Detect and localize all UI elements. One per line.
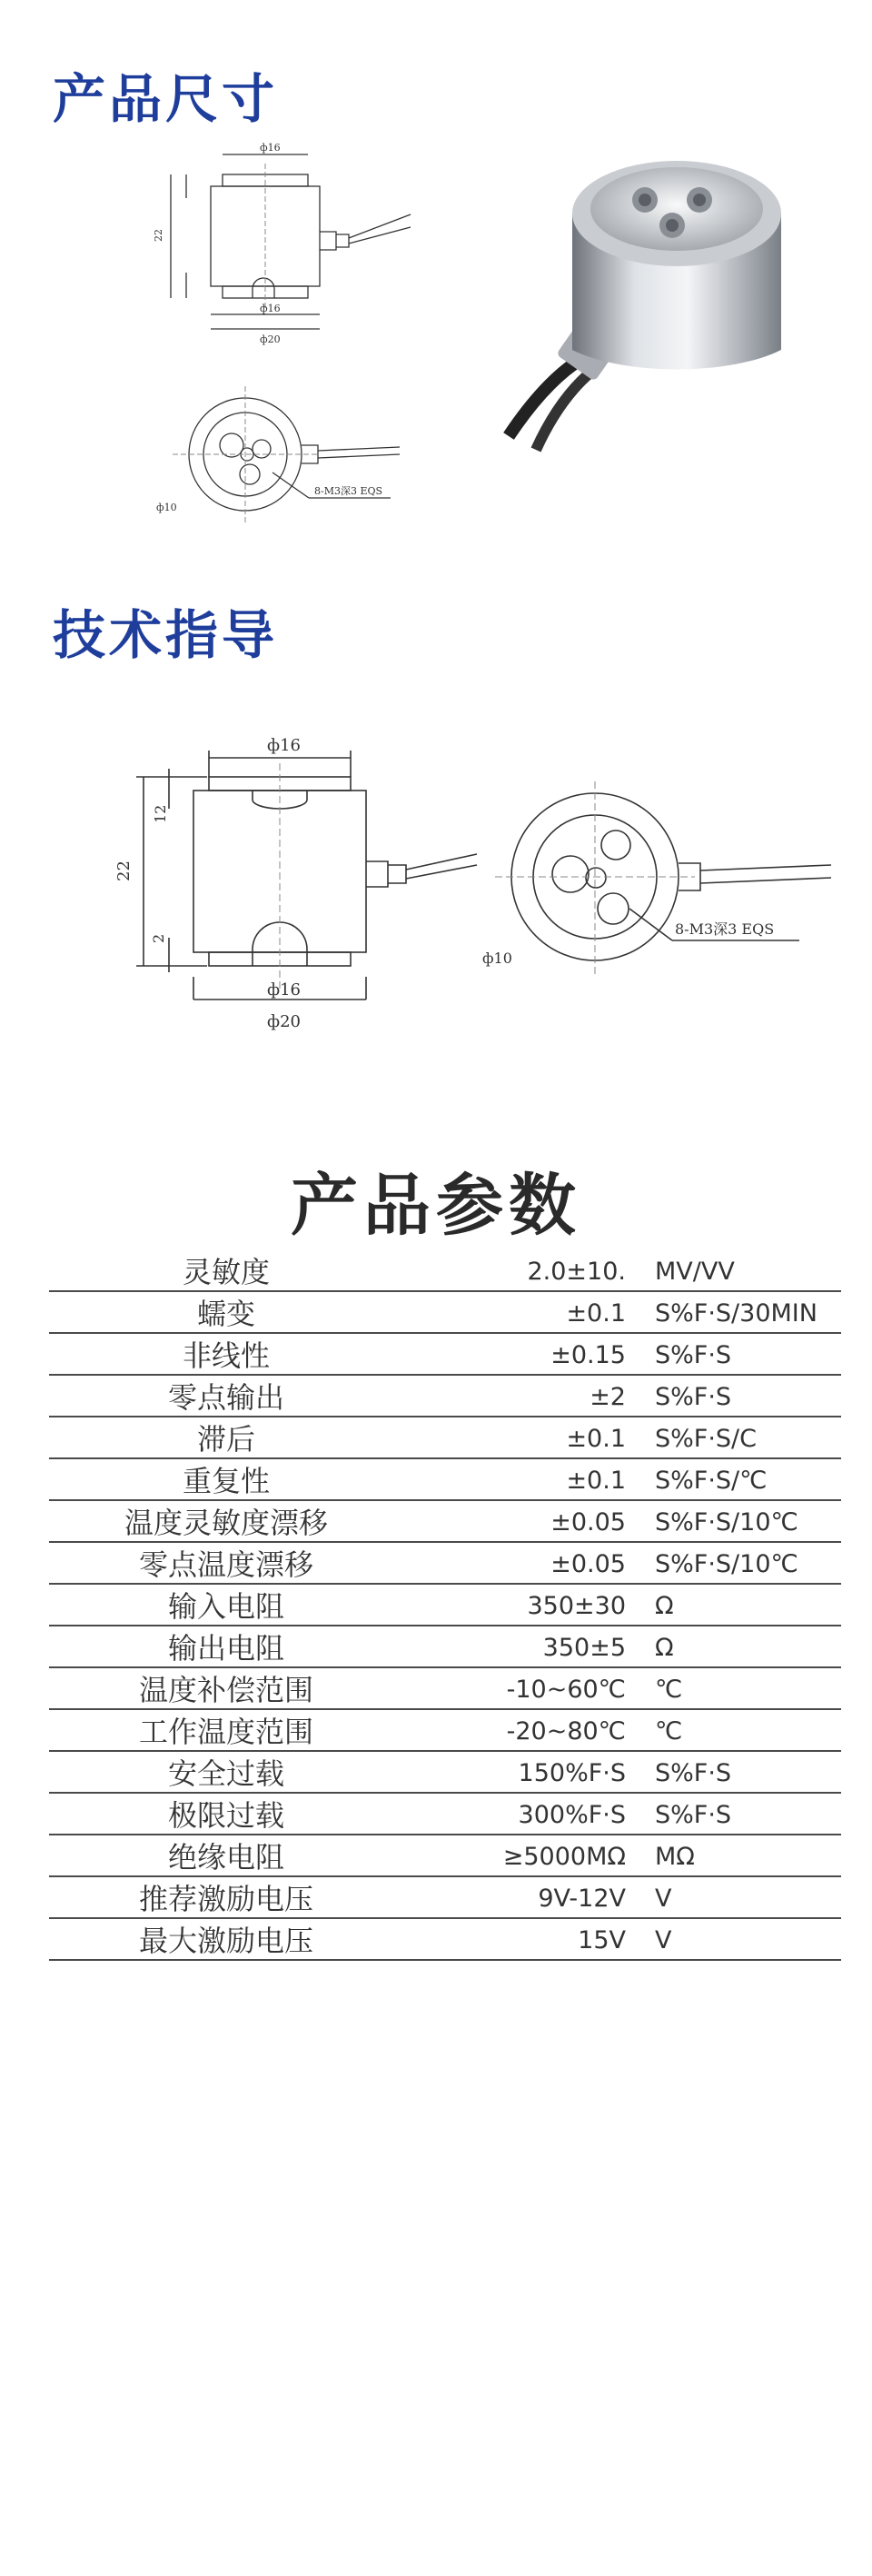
param-name: 工作温度范围 bbox=[49, 1709, 403, 1751]
param-row bbox=[49, 1291, 841, 1333]
param-row bbox=[49, 1876, 841, 1918]
param-row bbox=[49, 1709, 841, 1751]
param-row bbox=[49, 1793, 841, 1835]
param-value: 300%F·S bbox=[403, 1793, 642, 1835]
small-top-width: ф16 bbox=[260, 142, 281, 154]
params-table bbox=[49, 1250, 841, 1961]
large-outer-width: ф20 bbox=[267, 1012, 301, 1031]
param-value: 9V-12V bbox=[403, 1876, 642, 1918]
small-side-drawing bbox=[145, 136, 418, 354]
param-unit: MΩ bbox=[642, 1835, 841, 1876]
param-name: 安全过载 bbox=[49, 1751, 403, 1793]
param-value: 2.0±10. bbox=[403, 1250, 642, 1291]
large-base-width: ф16 bbox=[267, 980, 301, 1000]
large-top-drawing bbox=[477, 772, 840, 990]
technical-title: 技术指导 bbox=[53, 604, 279, 666]
param-row bbox=[49, 1375, 841, 1417]
param-name: 极限过载 bbox=[49, 1793, 403, 1835]
large-bottom-height: 2 bbox=[150, 933, 167, 943]
small-circle-dia: ф10 bbox=[156, 502, 177, 513]
param-unit: ℃ bbox=[642, 1709, 841, 1751]
param-unit: S%F·S bbox=[642, 1793, 841, 1835]
param-unit: Ω bbox=[642, 1626, 841, 1667]
param-row bbox=[49, 1626, 841, 1667]
param-value: 350±30 bbox=[403, 1584, 642, 1626]
param-unit: S%F·S/30MIN bbox=[642, 1291, 841, 1333]
param-value: ±0.05 bbox=[403, 1542, 642, 1584]
param-value: ±0.15 bbox=[403, 1333, 642, 1375]
param-row bbox=[49, 1417, 841, 1458]
param-row bbox=[49, 1751, 841, 1793]
dimensions-title: 产品尺寸 bbox=[53, 68, 279, 130]
param-row bbox=[49, 1918, 841, 1960]
param-value: ±0.1 bbox=[403, 1291, 642, 1333]
param-value: -10~60℃ bbox=[403, 1667, 642, 1709]
product-photo bbox=[472, 145, 818, 454]
param-name: 零点输出 bbox=[49, 1375, 403, 1417]
large-total-height: 22 bbox=[114, 860, 134, 881]
param-unit: S%F·S bbox=[642, 1375, 841, 1417]
param-unit: MV/VV bbox=[642, 1250, 841, 1291]
large-top-height: 12 bbox=[152, 804, 169, 823]
large-holes: 8-M3深3 EQS bbox=[675, 920, 775, 938]
param-row bbox=[49, 1250, 841, 1291]
small-top-drawing bbox=[145, 382, 418, 536]
large-top-width: ф16 bbox=[267, 736, 301, 755]
param-unit: Ω bbox=[642, 1584, 841, 1626]
param-name: 最大激励电压 bbox=[49, 1918, 403, 1960]
large-circle-dia: ф10 bbox=[482, 950, 512, 967]
param-value: ≥5000MΩ bbox=[403, 1835, 642, 1876]
param-row bbox=[49, 1542, 841, 1584]
param-row bbox=[49, 1584, 841, 1626]
param-value: ±0.1 bbox=[403, 1458, 642, 1500]
param-name: 灵敏度 bbox=[49, 1250, 403, 1291]
param-unit: S%F·S bbox=[642, 1751, 841, 1793]
param-value: -20~80℃ bbox=[403, 1709, 642, 1751]
param-row bbox=[49, 1835, 841, 1876]
param-value: ±2 bbox=[403, 1375, 642, 1417]
param-name: 零点温度漂移 bbox=[49, 1542, 403, 1584]
param-unit: V bbox=[642, 1876, 841, 1918]
param-name: 输出电阻 bbox=[49, 1626, 403, 1667]
param-unit: S%F·S/10℃ bbox=[642, 1542, 841, 1584]
small-base-width: ф16 bbox=[260, 303, 281, 314]
param-name: 温度补偿范围 bbox=[49, 1667, 403, 1709]
large-side-drawing bbox=[100, 727, 481, 1054]
small-outer-width: ф20 bbox=[260, 333, 281, 345]
param-value: 15V bbox=[403, 1918, 642, 1960]
param-value: 350±5 bbox=[403, 1626, 642, 1667]
param-row bbox=[49, 1500, 841, 1542]
param-unit: S%F·S/10℃ bbox=[642, 1500, 841, 1542]
small-total-height: 22 bbox=[153, 229, 164, 242]
param-row bbox=[49, 1333, 841, 1375]
small-holes: 8-M3深3 EQS bbox=[314, 485, 383, 497]
param-name: 滞后 bbox=[49, 1417, 403, 1458]
param-name: 推荐激励电压 bbox=[49, 1876, 403, 1918]
param-value: ±0.05 bbox=[403, 1500, 642, 1542]
params-title: 产品参数 bbox=[291, 1167, 581, 1245]
param-unit: S%F·S/℃ bbox=[642, 1458, 841, 1500]
param-name: 重复性 bbox=[49, 1458, 403, 1500]
param-row bbox=[49, 1667, 841, 1709]
param-value: 150%F·S bbox=[403, 1751, 642, 1793]
param-name: 绝缘电阻 bbox=[49, 1835, 403, 1876]
param-unit: ℃ bbox=[642, 1667, 841, 1709]
param-name: 非线性 bbox=[49, 1333, 403, 1375]
param-name: 输入电阻 bbox=[49, 1584, 403, 1626]
param-name: 温度灵敏度漂移 bbox=[49, 1500, 403, 1542]
param-row bbox=[49, 1458, 841, 1500]
param-unit: V bbox=[642, 1918, 841, 1960]
param-unit: S%F·S bbox=[642, 1333, 841, 1375]
param-name: 蠕变 bbox=[49, 1291, 403, 1333]
param-unit: S%F·S/C bbox=[642, 1417, 841, 1458]
param-value: ±0.1 bbox=[403, 1417, 642, 1458]
